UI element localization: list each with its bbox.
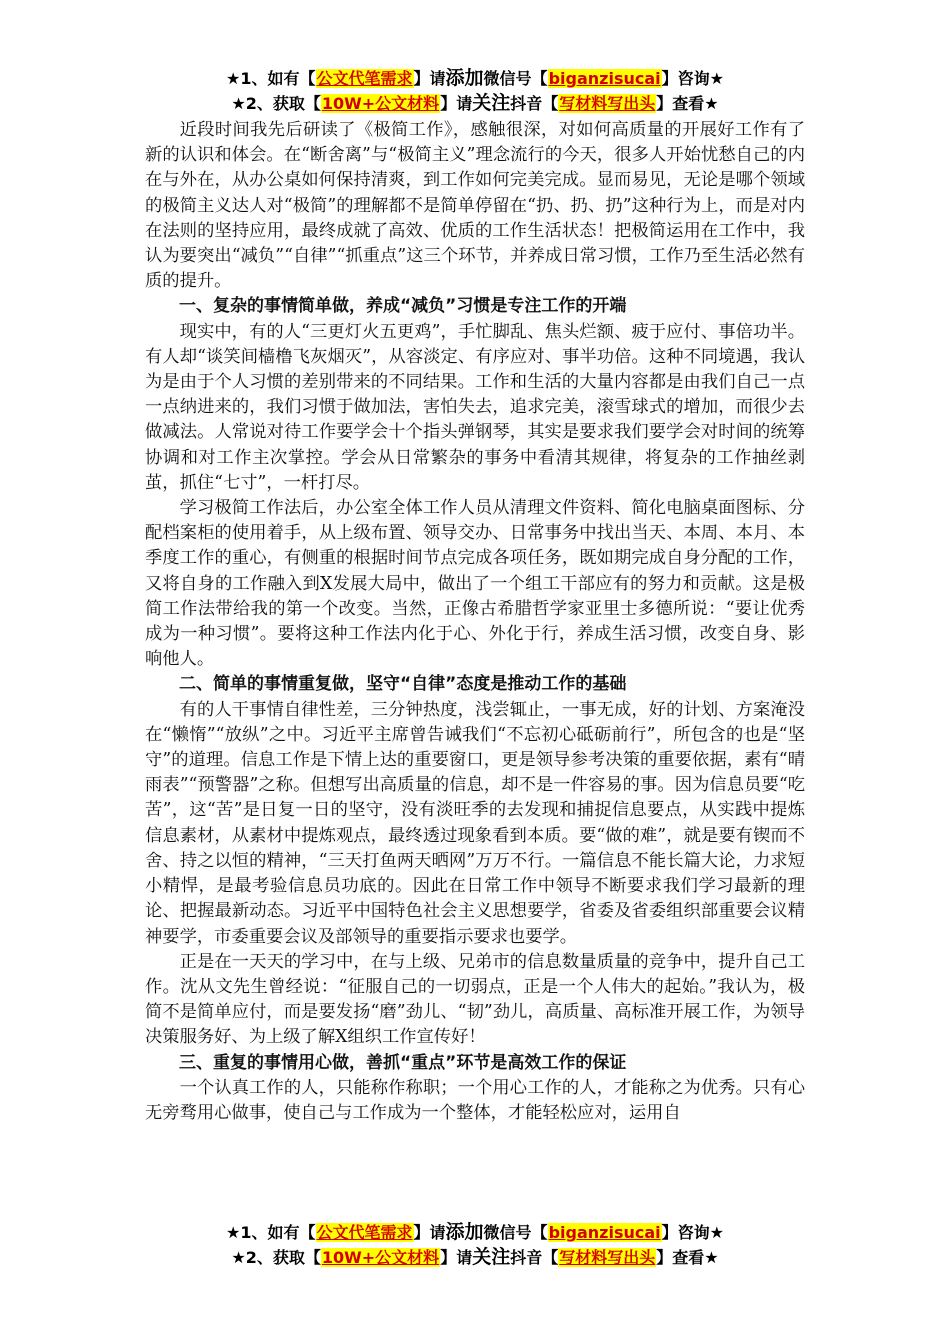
highlight-ghostwriting: 公文代笔需求 — [316, 69, 413, 88]
highlight-materials: 10W+公文材料 — [321, 94, 440, 113]
intro-paragraph: 近段时间我先后研读了《极简工作》，感触很深，对如何高质量的开展好工作有了新的认识和体会。在“断舍离”与“极简主义”理念流行的今天，很多人开始忧愁自己的内在与外在，从办公桌如何保持清爽，到工作如何完美完成。显而易见，无论是哪个领域的极简主义达人对“极简”的理解都不是简单停留在“扔、扔、扔”这种行为上，而是对内在法则的坚持应用，最终成就了高效、优质的工作生活状态！把极简运用在工作中，我认为要突出“减负”“自律”“抓重点”这三个环节，并养成日常习惯，工作乃至生活必然有质的提升。 — [145, 120, 805, 292]
section-heading-3: 三、重复的事情用心做，善抓“重点”环节是高效工作的保证 — [179, 1052, 627, 1073]
star-icon: ★ — [709, 69, 724, 88]
emphasis-add: 添加 — [445, 1221, 484, 1243]
paragraph: 有的人干事情自律性差，三分钟热度，浅尝辄止，一事无成，好的计划、方案淹没在“懒惰”“放纵”之中。习近平主席曾告诫我们“不忘初心砥砺前行”，所包含的也是“坚守”的道理。信息工作是下情上达的重要窗口，更是领导参考决策的重要依据，素有“晴雨表”“预警器”之称。但想写出高质量的信息，却不是一件容易的事。因为信息员要“吃苦”，这“苦”是日复一日的坚守，没有淡旺季的去发现和捕捉信息要点，从实践中提炼信息素材，从素材中提炼观点，最终透过现象看到本质。要“做的难”，就是要有锲而不舍、持之以恒的精神，“三天打鱼两天晒网”万万不行。一篇信息不能长篇大论，力求短小精悍，是最考验信息员功底的。因此在日常工作中领导不断要求我们学习最新的理论、把握最新动态。习近平中国特色社会主义思想要学，省委及省委组织部重要会议精神要学，市委重要会议及部领导的重要指示要求也要学。 — [145, 699, 805, 947]
emphasis-follow: 关注 — [472, 1246, 511, 1268]
paragraph: 学习极简工作法后，办公室全体工作人员从清理文件资料、简化电脑桌面图标、分配档案柜的使用着手，从上级布置、领导交办、日常事务中找出当天、本周、本月、本季度工作的重心，有侧重的根据时间节点完成各项任务，既如期完成自身分配的工作，又将自身的工作融入到X发展大局中，做出了一个组工干部应有的努力和贡献。这是极简工作法带给我的第一个改变。当然，正像古希腊哲学家亚里士多德所说：“要让优秀成为一种习惯”。要将这种工作法内化于心、外化于行，养成生活习惯，改变自身、影响他人。 — [145, 498, 805, 670]
banner-line-2: ★2、获取【10W+公文材料】请关注抖音【写材料写出头】查看★ — [231, 1246, 719, 1268]
section-heading-1: 一、复杂的事情简单做，养成“减负”习惯是专注工作的开端 — [179, 296, 627, 317]
footer-banner — [0, 1220, 950, 1270]
banner-line-1: ★1、如有【公文代笔需求】请添加微信号【biganzisucai】咨询★ — [226, 67, 724, 89]
emphasis-add: 添加 — [445, 67, 484, 89]
star-icon: ★ — [226, 1223, 241, 1242]
highlight-wechat-id: biganzisucai — [548, 1223, 661, 1242]
paragraph: 一个认真工作的人，只能称作称职；一个用心工作的人，才能称之为优秀。只有心无旁骛用心做事，使自己与工作成为一个整体，才能轻松应对，运用自 — [145, 1077, 805, 1123]
star-icon: ★ — [231, 1248, 246, 1267]
star-icon: ★ — [709, 1223, 724, 1242]
emphasis-follow: 关注 — [472, 92, 511, 114]
star-icon: ★ — [704, 1248, 719, 1267]
star-icon: ★ — [226, 69, 241, 88]
banner-line-1: ★1、如有【公文代笔需求】请添加微信号【biganzisucai】咨询★ — [226, 1221, 724, 1243]
highlight-materials: 10W+公文材料 — [321, 1248, 440, 1267]
article-body — [145, 118, 805, 1126]
banner-line-2: ★2、获取【10W+公文材料】请关注抖音【写材料写出头】查看★ — [231, 92, 719, 114]
star-icon: ★ — [704, 94, 719, 113]
star-icon: ★ — [231, 94, 246, 113]
paragraph: 正是在一天天的学习中，在与上级、兄弟市的信息数量质量的竞争中，提升自己工作。沈从文先生曾经说：“征服自己的一切弱点，正是一个人伟大的起始。”我认为，极简不是简单应付，而是要发扬“磨”劲儿、“韧”劲儿，高质量、高标准开展工作，为领导决策服务好、为上级了解X组织工作宣传好！ — [145, 951, 805, 1048]
highlight-ghostwriting: 公文代笔需求 — [316, 1223, 413, 1242]
section-heading-2: 二、简单的事情重复做，坚守“自律”态度是推动工作的基础 — [179, 674, 627, 695]
paragraph: 现实中，有的人“三更灯火五更鸡”，手忙脚乱、焦头烂额、疲于应付、事倍功半。有人却“谈笑间樯橹飞灰烟灭”，从容淡定、有序应对、事半功倍。这种不同境遇，我认为是由于个人习惯的差别带来的不同结果。工作和生活的大量内容都是由我们自己一点一点纳进来的，我们习惯于做加法，害怕失去，追求完美，滚雪球式的增加，而很少去做减法。人常说对待工作要学会十个指头弹钢琴，其实是要求我们要学会对时间的统筹协调和对工作主次掌控。学会从日常繁杂的事务中看清其规律，将复杂的工作抽丝剥茧，抓住“七寸”，一杆打尽。 — [145, 321, 805, 493]
header-banner — [0, 66, 950, 116]
highlight-douyin: 写材料写出头 — [559, 1248, 656, 1267]
highlight-wechat-id: biganzisucai — [548, 69, 661, 88]
highlight-douyin: 写材料写出头 — [559, 94, 656, 113]
